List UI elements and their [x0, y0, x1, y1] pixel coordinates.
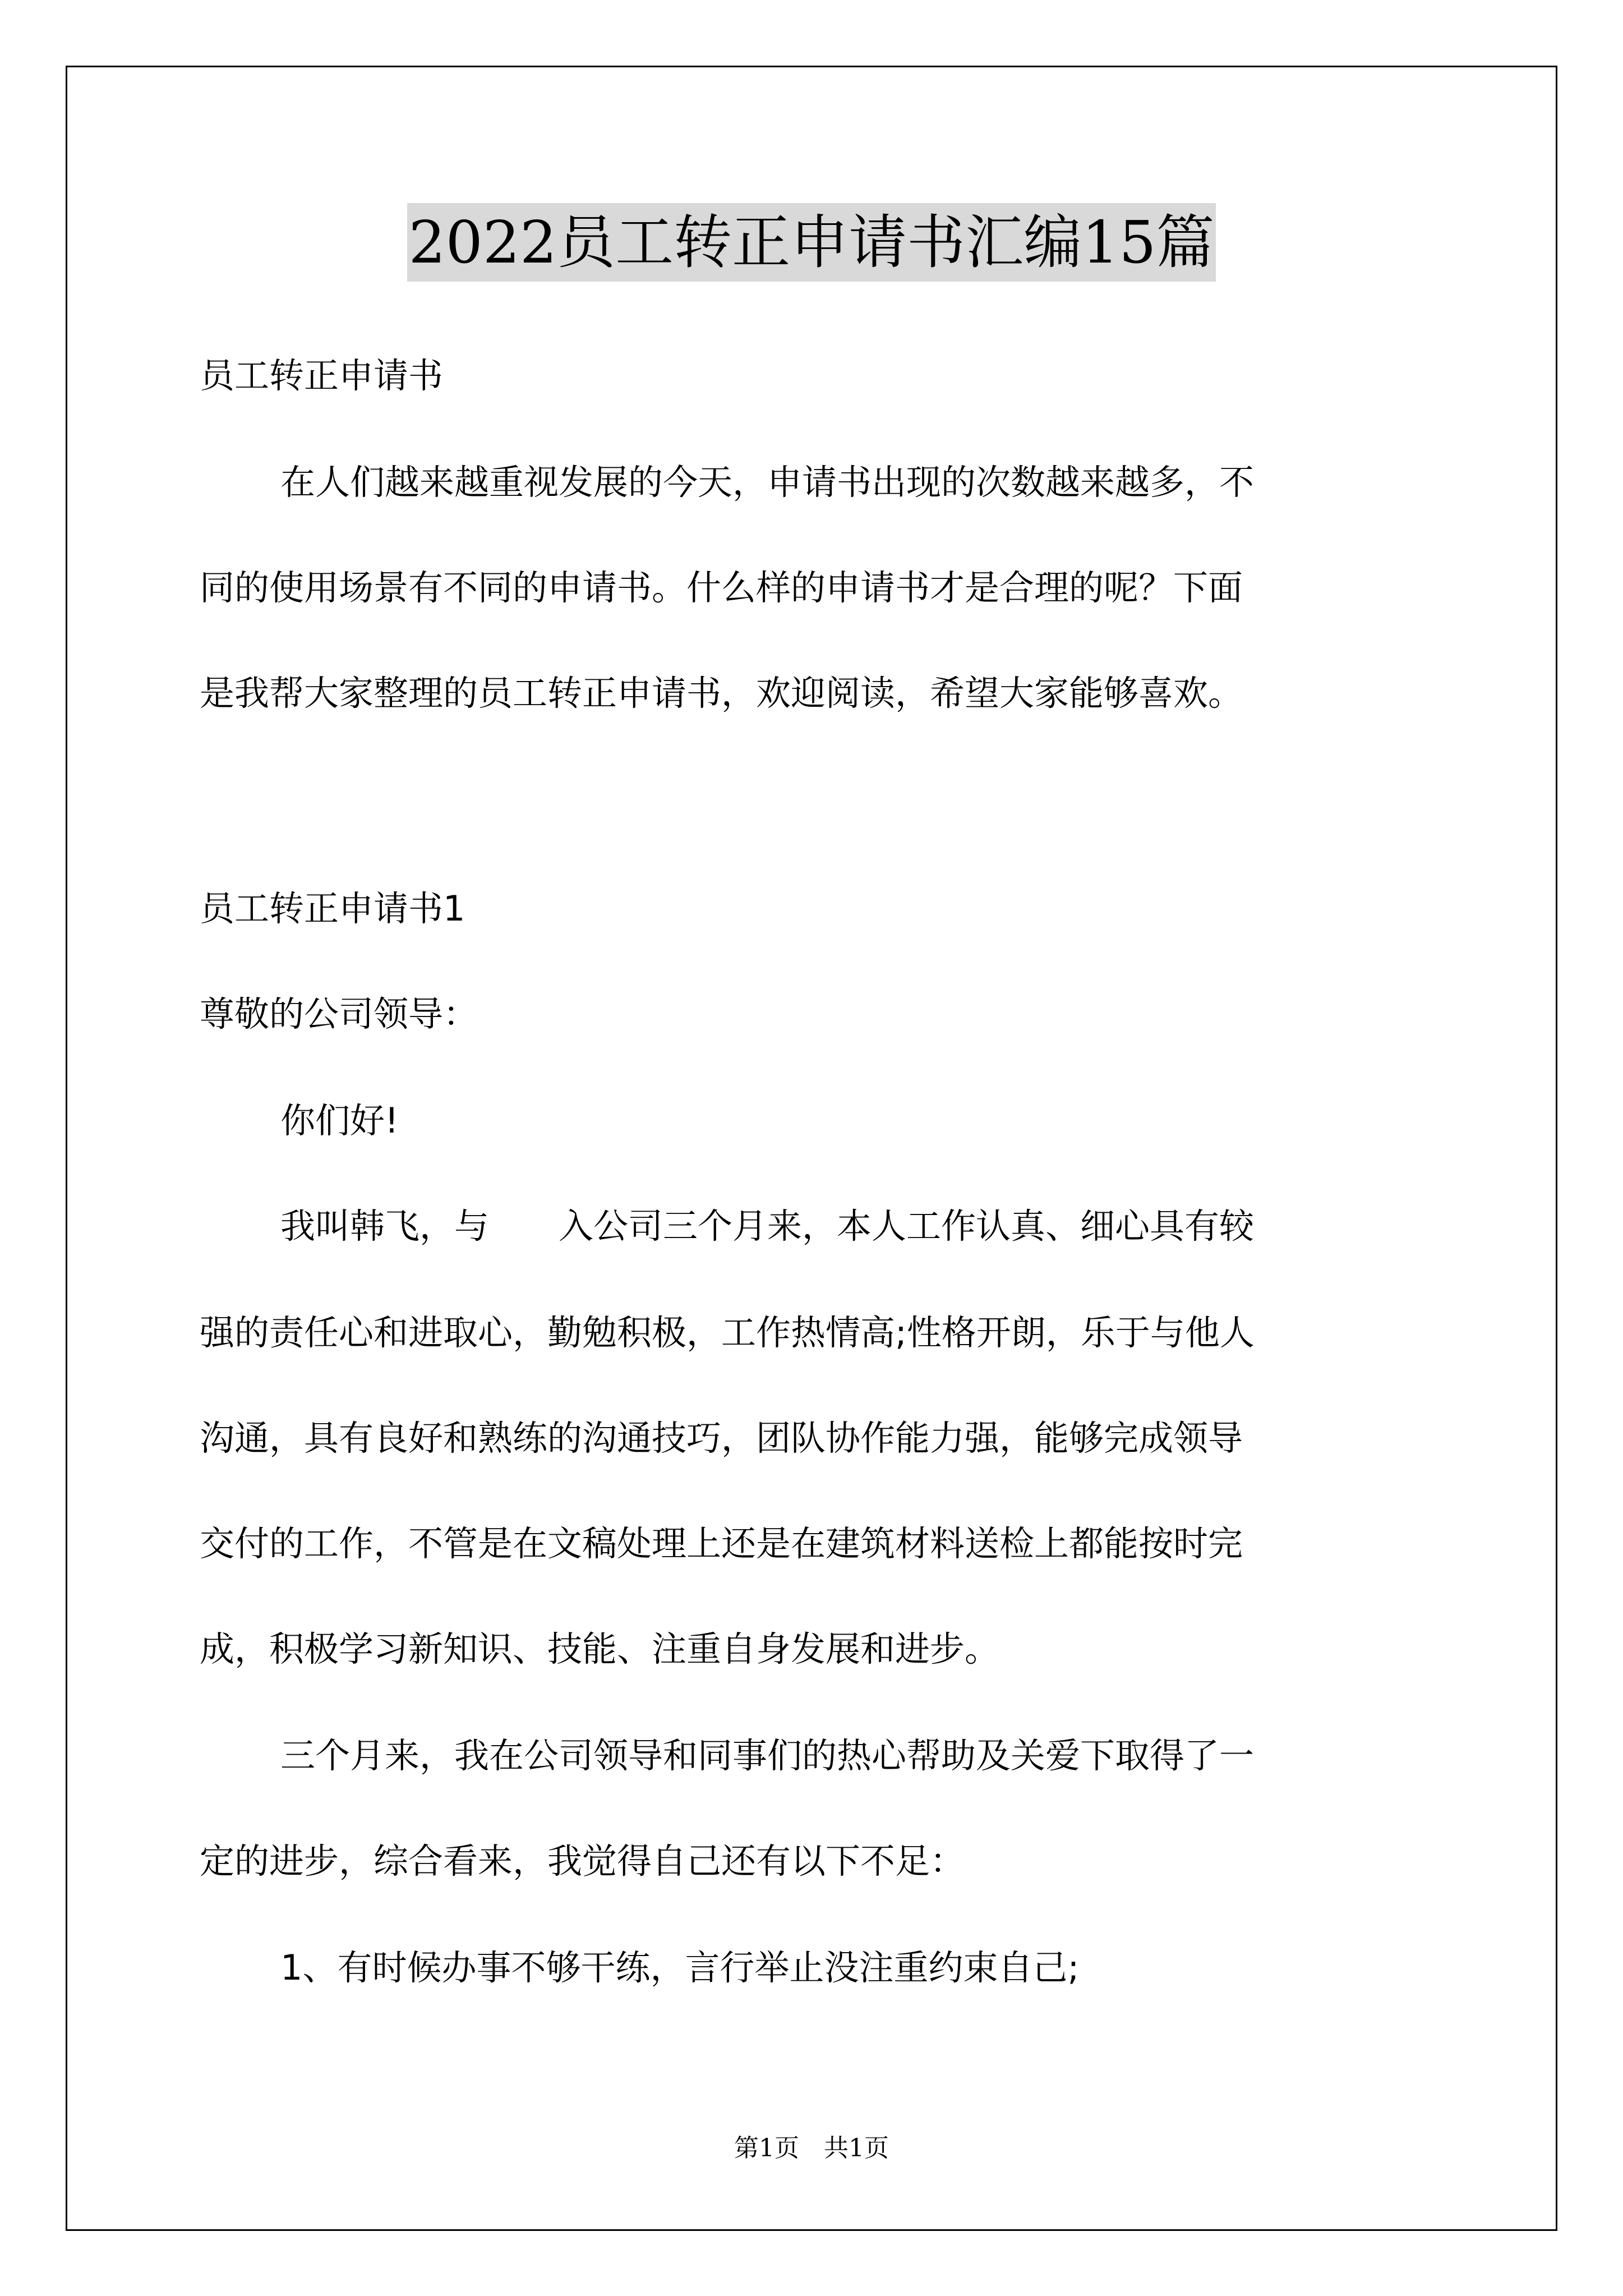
salutation: 尊敬的公司领导：	[200, 993, 478, 1034]
body-line: 是我帮大家整理的员工转正申请书，欢迎阅读，希望大家能够喜欢。	[200, 673, 1243, 714]
section-heading: 员工转正申请书	[200, 355, 444, 396]
body-line: 三个月来，我在公司领导和同事们的热心帮助及关爱下取得了一	[280, 1735, 1255, 1776]
greeting: 你们好!	[280, 1100, 399, 1141]
body-line: 交付的工作，不管是在文稿处理上还是在建筑材料送检上都能按时完	[200, 1523, 1243, 1564]
document-title: 2022员工转正申请书汇编15篇	[407, 203, 1215, 282]
body-line: 定的进步，综合看来，我觉得自己还有以下不足：	[200, 1841, 965, 1881]
body-line: 强的责任心和进取心，勤勉积极，工作热情高;性格开朗，乐于与他人	[200, 1312, 1255, 1353]
body-line: 成，积极学习新知识、技能、注重自身发展和进步。	[200, 1628, 1000, 1669]
list-item: 1、有时候办事不够干练，言行举止没注重约束自己;	[280, 1947, 1080, 1988]
body-line: 在人们越来越重视发展的今天，申请书出现的次数越来越多，不	[280, 462, 1255, 503]
body-line: 沟通，具有良好和熟练的沟通技巧，团队协作能力强，能够完成领导	[200, 1418, 1243, 1458]
page-footer: 第1页 共1页	[734, 2134, 889, 2162]
body-line: 我叫韩飞，与 入公司三个月来，本人工作认真、细心具有较	[280, 1205, 1255, 1246]
body-line: 同的使用场景有不同的申请书。什么样的申请书才是合理的呢？下面	[200, 567, 1243, 608]
title-container	[0, 203, 1623, 282]
section-heading: 员工转正申请书1	[200, 888, 465, 929]
